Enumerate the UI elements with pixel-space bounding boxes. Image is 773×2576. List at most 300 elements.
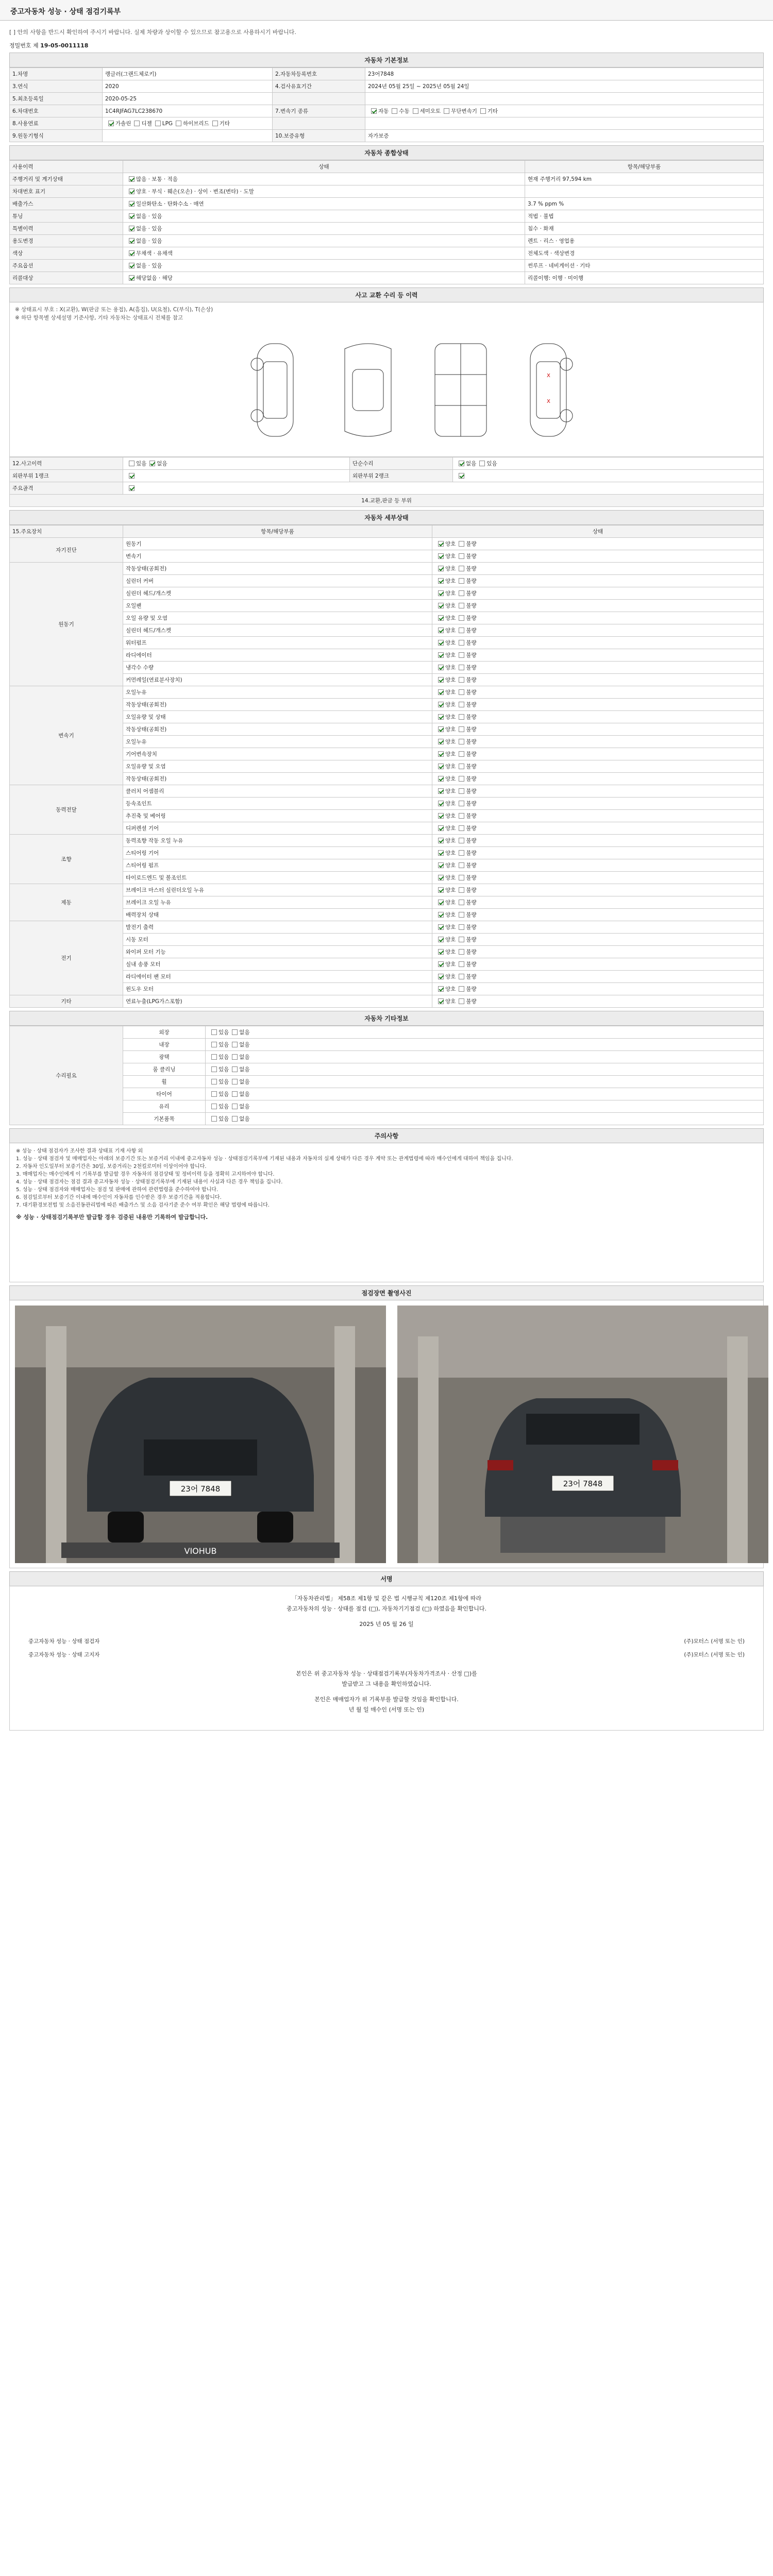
detail-state-good: 양호 bbox=[445, 628, 456, 634]
detail-good-checkbox[interactable] bbox=[438, 850, 444, 856]
basic-value bbox=[103, 117, 273, 130]
transmission-checkbox[interactable] bbox=[480, 108, 486, 114]
detail-state bbox=[432, 575, 764, 587]
detail-group: 자기진단 bbox=[10, 538, 123, 563]
detail-good-checkbox[interactable] bbox=[438, 751, 444, 757]
exchange-title: 14.교환,판금 등 부위 bbox=[10, 495, 764, 507]
basic-value-2 bbox=[365, 105, 764, 117]
damage-legend-line-1: ※ 상태표시 부호 : X(교환), W(판금 또는 용접), A(흠집), U(요철), C(부식), T(손상) bbox=[15, 307, 213, 313]
overall-label: 주행거리 및 계기상태 bbox=[10, 173, 123, 185]
outer-panel-2-label: 외판부위 2랭크 bbox=[350, 470, 453, 482]
overall-state bbox=[123, 198, 525, 210]
detail-state bbox=[432, 934, 764, 946]
extra-row bbox=[10, 1088, 764, 1100]
detail-state bbox=[432, 835, 764, 847]
detail-state-good: 양호 bbox=[445, 764, 456, 770]
overall-state bbox=[123, 185, 525, 198]
detail-state-good: 양호 bbox=[445, 751, 456, 757]
overall-state-text: 없음 · 있음 bbox=[136, 263, 162, 269]
detail-row bbox=[10, 896, 764, 909]
detail-good-checkbox[interactable] bbox=[438, 900, 444, 905]
detail-item: 디퍼렌셜 기어 bbox=[123, 822, 432, 835]
overall-state-text: 없음 · 있음 bbox=[136, 238, 162, 244]
fuel-checkbox[interactable] bbox=[155, 121, 161, 126]
detail-bad-checkbox[interactable] bbox=[459, 751, 464, 757]
detail-state-good: 양호 bbox=[445, 825, 456, 832]
overall-row bbox=[10, 260, 764, 272]
fuel-checkbox[interactable] bbox=[134, 121, 140, 126]
detail-state bbox=[432, 773, 764, 785]
transmission-option: 자동 bbox=[378, 108, 389, 114]
basic-label: 5.최초등록일 bbox=[10, 93, 103, 105]
detail-bad-checkbox[interactable] bbox=[459, 603, 464, 608]
photo-front-image bbox=[15, 1306, 386, 1563]
basic-row bbox=[10, 130, 764, 142]
detail-bad-checkbox[interactable] bbox=[459, 590, 464, 596]
detail-good-checkbox[interactable] bbox=[438, 541, 444, 547]
detail-state bbox=[432, 785, 764, 798]
detail-bad-checkbox[interactable] bbox=[459, 764, 464, 769]
detail-good-checkbox[interactable] bbox=[438, 553, 444, 559]
transmission-checkbox[interactable] bbox=[413, 108, 418, 114]
detail-bad-checkbox[interactable] bbox=[459, 788, 464, 794]
detail-good-checkbox[interactable] bbox=[438, 801, 444, 806]
fuel-checkbox[interactable] bbox=[176, 121, 181, 126]
overall-label: 특별이력 bbox=[10, 223, 123, 235]
detail-state bbox=[432, 637, 764, 649]
overall-state-checkbox[interactable] bbox=[129, 201, 135, 207]
basic-row bbox=[10, 93, 764, 105]
overall-state-checkbox[interactable] bbox=[129, 189, 135, 194]
repair-yes-checkbox[interactable] bbox=[479, 461, 485, 466]
detail-row bbox=[10, 958, 764, 971]
detail-state-bad: 불량 bbox=[466, 986, 477, 992]
detail-state bbox=[432, 760, 764, 773]
basic-value-text: 랭글러(그랜드체로키) bbox=[105, 71, 157, 77]
detail-good-checkbox[interactable] bbox=[438, 887, 444, 893]
detail-bad-checkbox[interactable] bbox=[459, 838, 464, 843]
detail-bad-checkbox[interactable] bbox=[459, 850, 464, 856]
detail-bad-checkbox[interactable] bbox=[459, 677, 464, 683]
detail-good-checkbox[interactable] bbox=[438, 875, 444, 880]
extra-no: 없음 bbox=[239, 1091, 250, 1097]
photo-rear-image bbox=[397, 1306, 768, 1563]
detail-good-checkbox[interactable] bbox=[438, 924, 444, 930]
fuel-checkbox[interactable] bbox=[212, 121, 218, 126]
overall-state-checkbox[interactable] bbox=[129, 250, 135, 256]
repair-label: 단순수리 bbox=[350, 457, 453, 470]
detail-good-checkbox[interactable] bbox=[438, 998, 444, 1004]
detail-good-checkbox[interactable] bbox=[438, 652, 444, 658]
detail-bad-checkbox[interactable] bbox=[459, 739, 464, 744]
detail-row bbox=[10, 662, 764, 674]
detail-row bbox=[10, 921, 764, 934]
overall-state bbox=[123, 272, 525, 284]
detail-good-checkbox[interactable] bbox=[438, 665, 444, 670]
detail-good-checkbox[interactable] bbox=[438, 776, 444, 782]
detail-state-bad: 불량 bbox=[466, 912, 477, 918]
sign-line-2: 중고자동차의 성능 · 상태를 점검 (□), 자동차기기점검 (□) 하였음을 확인합니다. bbox=[286, 1605, 487, 1612]
detail-bad-checkbox[interactable] bbox=[459, 689, 464, 695]
detail-state-good: 양호 bbox=[445, 702, 456, 708]
detail-state-good: 양호 bbox=[445, 553, 456, 560]
detail-good-checkbox[interactable] bbox=[438, 974, 444, 979]
detail-state-good: 양호 bbox=[445, 665, 456, 671]
detail-good-checkbox[interactable] bbox=[438, 677, 444, 683]
detail-bad-checkbox[interactable] bbox=[459, 961, 464, 967]
detail-state-bad: 불량 bbox=[466, 813, 477, 819]
basic-label-2: 4.검사유효기간 bbox=[273, 80, 365, 93]
detail-good-checkbox[interactable] bbox=[438, 912, 444, 918]
detail-bad-checkbox[interactable] bbox=[459, 875, 464, 880]
overall-note: 썬루프 · 네비게이션 · 기타 bbox=[525, 260, 764, 272]
detail-state-good: 양호 bbox=[445, 949, 456, 955]
overall-table bbox=[9, 160, 764, 284]
detail-state-good: 양호 bbox=[445, 726, 456, 733]
extra-no-checkbox[interactable] bbox=[232, 1042, 238, 1047]
detail-row bbox=[10, 859, 764, 872]
overall-state-checkbox[interactable] bbox=[129, 263, 135, 268]
overall-state-checkbox[interactable] bbox=[129, 213, 135, 219]
detail-row bbox=[10, 550, 764, 563]
detail-state-good: 양호 bbox=[445, 615, 456, 621]
detail-good-checkbox[interactable] bbox=[438, 726, 444, 732]
detail-row bbox=[10, 847, 764, 859]
overall-state-text: 없음 · 있음 bbox=[136, 226, 162, 232]
detail-state bbox=[432, 538, 764, 550]
extra-yes: 있음 bbox=[219, 1054, 229, 1060]
detail-state-bad: 불량 bbox=[466, 887, 477, 893]
detail-state bbox=[432, 946, 764, 958]
sign-table bbox=[26, 1635, 747, 1662]
detail-row bbox=[10, 760, 764, 773]
detail-row bbox=[10, 835, 764, 847]
detail-good-checkbox[interactable] bbox=[438, 603, 444, 608]
detail-good-checkbox[interactable] bbox=[438, 714, 444, 720]
detail-good-checkbox[interactable] bbox=[438, 628, 444, 633]
overall-row bbox=[10, 210, 764, 223]
overall-state-checkbox[interactable] bbox=[129, 275, 135, 281]
extra-no-checkbox[interactable] bbox=[232, 1104, 238, 1109]
detail-good-checkbox[interactable] bbox=[438, 986, 444, 992]
transmission-checkbox[interactable] bbox=[444, 108, 449, 114]
overall-row bbox=[10, 272, 764, 284]
detail-item: 라디에이터 bbox=[123, 649, 432, 662]
detail-state bbox=[432, 711, 764, 723]
detail-table bbox=[9, 525, 764, 1008]
detail-bad-checkbox[interactable] bbox=[459, 900, 464, 905]
note-line: 4. 성능 · 상태 점검자는 점검 결과 중고자동차 성능 · 상태점검기록부에 기재된 내용이 사실과 다른 경우 책임을 집니다. bbox=[16, 1179, 283, 1185]
detail-state bbox=[432, 587, 764, 600]
accident-no-checkbox[interactable] bbox=[149, 461, 155, 466]
extra-yes-checkbox[interactable] bbox=[211, 1104, 217, 1109]
detail-item: 윈도우 모터 bbox=[123, 983, 432, 995]
extra-yes: 있음 bbox=[219, 1116, 229, 1122]
detail-item: 기어변속장치 bbox=[123, 748, 432, 760]
extra-yes-checkbox[interactable] bbox=[211, 1116, 217, 1122]
detail-bad-checkbox[interactable] bbox=[459, 714, 464, 720]
photo-rear-plate: 23어 7848 bbox=[563, 1479, 603, 1488]
detail-state-good: 양호 bbox=[445, 566, 456, 572]
detail-state-bad: 불량 bbox=[466, 825, 477, 832]
overall-state bbox=[123, 210, 525, 223]
detail-state-good: 양호 bbox=[445, 961, 456, 968]
extra-yes-checkbox[interactable] bbox=[211, 1066, 217, 1072]
detail-state-good: 양호 bbox=[445, 578, 456, 584]
detail-state-bad: 불량 bbox=[466, 900, 477, 906]
basic-value-text: 1C4RJFAG7LC238670 bbox=[105, 108, 163, 114]
detail-bad-checkbox[interactable] bbox=[459, 801, 464, 806]
detail-state bbox=[432, 748, 764, 760]
basic-row bbox=[10, 80, 764, 93]
detail-bad-checkbox[interactable] bbox=[459, 541, 464, 547]
basic-label: 8.사용연료 bbox=[10, 117, 103, 130]
detail-good-checkbox[interactable] bbox=[438, 615, 444, 621]
detail-bad-checkbox[interactable] bbox=[459, 553, 464, 559]
detail-bad-checkbox[interactable] bbox=[459, 862, 464, 868]
detail-item: 연료누출(LPG가스포함) bbox=[123, 995, 432, 1008]
detail-bad-checkbox[interactable] bbox=[459, 998, 464, 1004]
extra-yes-checkbox[interactable] bbox=[211, 1054, 217, 1060]
accident-table bbox=[9, 457, 764, 507]
transmission-checkbox[interactable] bbox=[392, 108, 397, 114]
detail-item: 스티어링 기어 bbox=[123, 847, 432, 859]
detail-good-checkbox[interactable] bbox=[438, 961, 444, 967]
basic-value-2-text: 23어7848 bbox=[368, 71, 394, 77]
detail-item: 실내 송풍 모터 bbox=[123, 958, 432, 971]
basic-value-text: 2020 bbox=[105, 83, 119, 90]
extra-yes-checkbox[interactable] bbox=[211, 1042, 217, 1047]
overall-label: 리콜대상 bbox=[10, 272, 123, 284]
detail-state bbox=[432, 686, 764, 699]
detail-item: 오일누유 bbox=[123, 686, 432, 699]
note-line: 5. 성능 · 상태 점검자와 매매업자는 점검 및 판매에 관하여 관련법령을 준수하여야 합니다. bbox=[16, 1187, 219, 1193]
detail-good-checkbox[interactable] bbox=[438, 788, 444, 794]
detail-bad-checkbox[interactable] bbox=[459, 628, 464, 633]
detail-bad-checkbox[interactable] bbox=[459, 615, 464, 621]
extra-row bbox=[10, 1026, 764, 1039]
basic-label: 6.차대번호 bbox=[10, 105, 103, 117]
detail-state-bad: 불량 bbox=[466, 665, 477, 671]
overall-state-checkbox[interactable] bbox=[129, 226, 135, 231]
detail-good-checkbox[interactable] bbox=[438, 739, 444, 744]
detail-good-checkbox[interactable] bbox=[438, 949, 444, 955]
detail-bad-checkbox[interactable] bbox=[459, 640, 464, 646]
detail-item: 라디에이터 팬 모터 bbox=[123, 971, 432, 983]
transmission-option: 무단변속기 bbox=[451, 108, 477, 114]
extra-yes-checkbox[interactable] bbox=[211, 1079, 217, 1084]
extra-no-checkbox[interactable] bbox=[232, 1066, 238, 1072]
detail-state-good: 양호 bbox=[445, 801, 456, 807]
detail-item: 스티어링 펌프 bbox=[123, 859, 432, 872]
extra-no: 없음 bbox=[239, 1029, 250, 1036]
detail-bad-checkbox[interactable] bbox=[459, 726, 464, 732]
detail-state bbox=[432, 674, 764, 686]
svg-text:X: X bbox=[547, 399, 550, 404]
main-frame-cell bbox=[123, 482, 764, 495]
detail-good-checkbox[interactable] bbox=[438, 566, 444, 571]
detail-good-checkbox[interactable] bbox=[438, 590, 444, 596]
detail-header-2: 항목/해당부품 bbox=[123, 526, 432, 538]
detail-state-bad: 불량 bbox=[466, 603, 477, 609]
detail-item: 커먼레일(연료분사장치) bbox=[123, 674, 432, 686]
detail-bad-checkbox[interactable] bbox=[459, 974, 464, 979]
detail-state-bad: 불량 bbox=[466, 788, 477, 794]
extra-no: 없음 bbox=[239, 1116, 250, 1122]
overall-note: 침수 · 화재 bbox=[525, 223, 764, 235]
fuel-checkbox[interactable] bbox=[108, 121, 114, 126]
accident-yes-checkbox[interactable] bbox=[129, 461, 135, 466]
extra-item: 외장 bbox=[123, 1026, 206, 1039]
notes-box bbox=[9, 1143, 764, 1282]
detail-group: 동력전달 bbox=[10, 785, 123, 835]
detail-bad-checkbox[interactable] bbox=[459, 702, 464, 707]
detail-bad-checkbox[interactable] bbox=[459, 937, 464, 942]
transmission-option: 기타 bbox=[487, 108, 498, 114]
basic-value-2 bbox=[365, 130, 764, 142]
detail-good-checkbox[interactable] bbox=[438, 578, 444, 584]
extra-no-checkbox[interactable] bbox=[232, 1116, 238, 1122]
note-line: 2. 자동차 인도일부터 보증기간은 30일, 보증거리는 2천킬로미터 이상이어야 합니다. bbox=[16, 1164, 207, 1170]
detail-bad-checkbox[interactable] bbox=[459, 825, 464, 831]
basic-label: 3.연식 bbox=[10, 80, 103, 93]
detail-good-checkbox[interactable] bbox=[438, 689, 444, 695]
detail-bad-checkbox[interactable] bbox=[459, 986, 464, 992]
transmission-option: 세미오토 bbox=[419, 108, 441, 114]
detail-row bbox=[10, 711, 764, 723]
detail-state bbox=[432, 649, 764, 662]
detail-group: 변속기 bbox=[10, 686, 123, 785]
accident-label: 12.사고이력 bbox=[10, 457, 123, 470]
overall-note: 전체도색 · 색상변경 bbox=[525, 247, 764, 260]
detail-row bbox=[10, 699, 764, 711]
detail-row bbox=[10, 946, 764, 958]
extra-yes-checkbox[interactable] bbox=[211, 1029, 217, 1035]
overall-state-checkbox[interactable] bbox=[129, 238, 135, 244]
extra-group: 수리필요 bbox=[10, 1026, 123, 1125]
basic-value-2 bbox=[365, 93, 764, 105]
basic-value-2 bbox=[365, 80, 764, 93]
section-notes-title: 주의사항 bbox=[9, 1128, 764, 1143]
repair-value-cell: 없음 있음 bbox=[453, 457, 764, 470]
detail-bad-checkbox[interactable] bbox=[459, 776, 464, 782]
detail-bad-checkbox[interactable] bbox=[459, 912, 464, 918]
extra-item: 광택 bbox=[123, 1051, 206, 1063]
overall-state bbox=[123, 223, 525, 235]
buyer-line-2: 년 월 일 매수인 (서명 또는 인) bbox=[348, 1706, 425, 1713]
detail-state-bad: 불량 bbox=[466, 553, 477, 560]
overall-state-text: 양호 · 부식 · 훼손(오손) · 상이 · 변조(변타) · 도말 bbox=[136, 189, 254, 195]
detail-good-checkbox[interactable] bbox=[438, 838, 444, 843]
detail-state-good: 양호 bbox=[445, 541, 456, 547]
detail-good-checkbox[interactable] bbox=[438, 813, 444, 819]
detail-item: 타이로드엔드 및 볼조인트 bbox=[123, 872, 432, 884]
receipt-line-1: 본인은 위 중고자동차 성능 · 상태점검기록부(자동차가격조사 · 산정 □)를 bbox=[296, 1670, 477, 1677]
detail-item: 오일유량 및 상태 bbox=[123, 711, 432, 723]
detail-good-checkbox[interactable] bbox=[438, 825, 444, 831]
basic-label-2 bbox=[273, 117, 365, 130]
repair-no-checkbox[interactable] bbox=[459, 461, 464, 466]
main-frame-label: 주요골격 bbox=[10, 482, 123, 495]
detail-bad-checkbox[interactable] bbox=[459, 652, 464, 658]
detail-row bbox=[10, 723, 764, 736]
detail-good-checkbox[interactable] bbox=[438, 640, 444, 646]
detail-bad-checkbox[interactable] bbox=[459, 887, 464, 893]
overall-state bbox=[123, 235, 525, 247]
receipt-line-2: 발급받고 그 내용을 확인하였습니다. bbox=[342, 1681, 431, 1687]
outer-panel-1-checkbox[interactable] bbox=[129, 473, 135, 479]
detail-state bbox=[432, 958, 764, 971]
detail-row bbox=[10, 600, 764, 612]
section-extra-title: 자동차 기타정보 bbox=[9, 1011, 764, 1026]
transmission-option: 수동 bbox=[399, 108, 410, 114]
detail-good-checkbox[interactable] bbox=[438, 937, 444, 942]
overall-header-3: 항목/해당부품 bbox=[525, 161, 764, 173]
detail-group: 기타 bbox=[10, 995, 123, 1008]
main-frame-checkbox[interactable] bbox=[129, 485, 135, 491]
outer-panel-2-cell bbox=[453, 470, 764, 482]
detail-state-bad: 불량 bbox=[466, 689, 477, 696]
detail-state-good: 양호 bbox=[445, 900, 456, 906]
overall-state-text: 많음 · 보통 · 적음 bbox=[136, 176, 178, 182]
detail-state bbox=[432, 921, 764, 934]
detail-good-checkbox[interactable] bbox=[438, 862, 444, 868]
section-detail-title: 자동차 세부상태 bbox=[9, 510, 764, 525]
detail-bad-checkbox[interactable] bbox=[459, 578, 464, 584]
detail-row bbox=[10, 971, 764, 983]
overall-state-checkbox[interactable] bbox=[129, 176, 135, 182]
detail-bad-checkbox[interactable] bbox=[459, 813, 464, 819]
basic-value-2 bbox=[365, 68, 764, 80]
extra-yes-checkbox[interactable] bbox=[211, 1091, 217, 1097]
overall-row bbox=[10, 223, 764, 235]
detail-bad-checkbox[interactable] bbox=[459, 949, 464, 955]
detail-item: 등속조인트 bbox=[123, 798, 432, 810]
extra-yes: 있음 bbox=[219, 1079, 229, 1085]
detail-good-checkbox[interactable] bbox=[438, 764, 444, 769]
extra-item: 휠 bbox=[123, 1076, 206, 1088]
basic-label-2: 2.자동차등록번호 bbox=[273, 68, 365, 80]
detail-good-checkbox[interactable] bbox=[438, 702, 444, 707]
detail-row bbox=[10, 773, 764, 785]
extra-yes: 있음 bbox=[219, 1029, 229, 1036]
detail-state bbox=[432, 847, 764, 859]
inspector-label: 중고자동차 성능 · 상태 점검자 bbox=[28, 1638, 100, 1645]
detail-state-good: 양호 bbox=[445, 640, 456, 646]
detail-state bbox=[432, 872, 764, 884]
detail-item: 작동상태(공회전) bbox=[123, 723, 432, 736]
extra-item: 타이어 bbox=[123, 1088, 206, 1100]
detail-bad-checkbox[interactable] bbox=[459, 924, 464, 930]
detail-group: 조향 bbox=[10, 835, 123, 884]
detail-bad-checkbox[interactable] bbox=[459, 566, 464, 571]
detail-state-good: 양호 bbox=[445, 813, 456, 819]
car-diagram-top bbox=[329, 338, 407, 442]
note-line: 7. 대기환경보전법 및 소음진동관리법에 따른 배출가스 및 소음 검사기준 준수 여부 확인은 해당 법령에 따릅니다. bbox=[16, 1202, 270, 1208]
extra-state bbox=[206, 1088, 764, 1100]
note-line: 3. 매매업자는 매수인에게 이 기록부를 발급할 경우 자동차의 점검상태 및 정비이력 등을 정확히 고지하여야 합니다. bbox=[16, 1172, 275, 1177]
detail-state-good: 양호 bbox=[445, 986, 456, 992]
overall-state bbox=[123, 247, 525, 260]
extra-no-checkbox[interactable] bbox=[232, 1029, 238, 1035]
transmission-checkbox[interactable] bbox=[371, 108, 377, 114]
detail-header-3: 상태 bbox=[432, 526, 764, 538]
extra-no-checkbox[interactable] bbox=[232, 1091, 238, 1097]
extra-no-checkbox[interactable] bbox=[232, 1054, 238, 1060]
outer-panel-2-checkbox[interactable] bbox=[459, 473, 464, 479]
extra-no-checkbox[interactable] bbox=[232, 1079, 238, 1084]
detail-bad-checkbox[interactable] bbox=[459, 665, 464, 670]
